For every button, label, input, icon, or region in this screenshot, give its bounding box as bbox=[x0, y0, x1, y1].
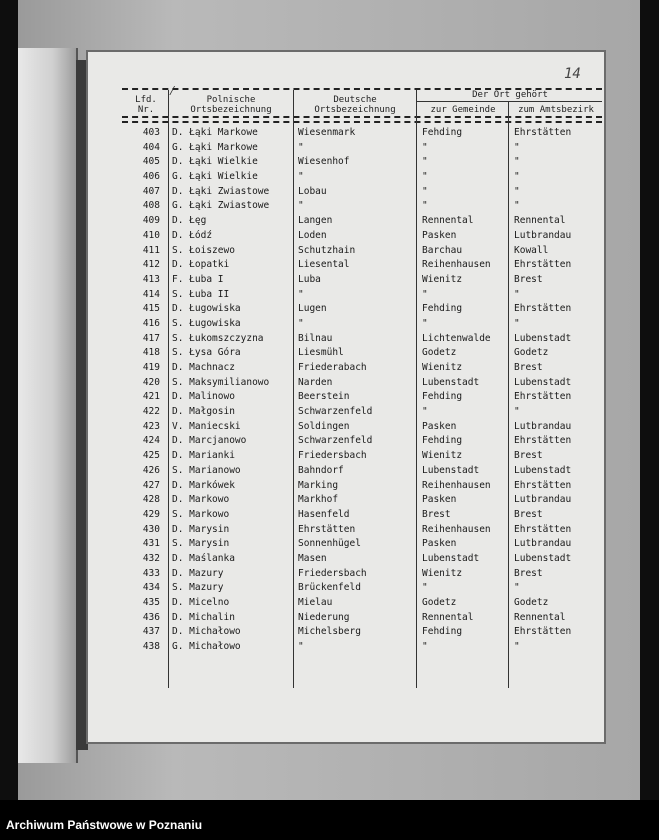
table-row bbox=[88, 347, 604, 362]
table-row bbox=[88, 612, 604, 627]
polish-name: D. Michalin bbox=[172, 611, 235, 623]
table-row bbox=[88, 524, 604, 539]
polish-name: D. Łąki Wielkie bbox=[172, 156, 258, 168]
gemeinde: Wienitz bbox=[422, 567, 463, 579]
german-name: Lugen bbox=[298, 303, 327, 315]
table-row bbox=[88, 435, 604, 450]
amtsbezirk: Ehrstätten bbox=[514, 435, 572, 447]
gemeinde: Fehding bbox=[422, 626, 463, 638]
table-row bbox=[88, 641, 604, 656]
row-number: 425 bbox=[142, 450, 160, 462]
amtsbezirk: Rennental bbox=[514, 215, 566, 227]
german-name: Friedersbach bbox=[298, 450, 367, 462]
table-row bbox=[88, 406, 604, 421]
row-number: 407 bbox=[142, 185, 160, 197]
gemeinde: Pasken bbox=[422, 229, 457, 241]
header-amtsbezirk: zum Amtsbezirk bbox=[518, 105, 594, 115]
row-number: 430 bbox=[142, 523, 160, 535]
polish-name: D. Łódź bbox=[172, 229, 213, 241]
table-row bbox=[88, 582, 604, 597]
polish-name: D. Malinowo bbox=[172, 391, 235, 403]
german-name: Loden bbox=[298, 229, 327, 241]
german-name: Narden bbox=[298, 376, 333, 388]
amtsbezirk: Ehrstätten bbox=[514, 523, 572, 535]
amtsbezirk: " bbox=[514, 288, 520, 300]
amtsbezirk: Brest bbox=[514, 450, 543, 462]
polish-name: D. Marcjanowo bbox=[172, 435, 247, 447]
document-page bbox=[88, 52, 604, 742]
amtsbezirk: " bbox=[514, 406, 520, 418]
polish-name: G. Łąki Markowe bbox=[172, 141, 258, 153]
polish-name: D. Markowo bbox=[172, 494, 230, 506]
row-number: 433 bbox=[142, 567, 160, 579]
polish-name: D. Machnacz bbox=[172, 362, 235, 373]
header-german: Deutsche Ortsbezeichnung bbox=[314, 95, 396, 115]
german-name: Friedersbach bbox=[298, 567, 367, 579]
polish-name: D. Markówek bbox=[172, 479, 235, 491]
german-name: Ehrstätten bbox=[298, 523, 356, 535]
table-row bbox=[88, 450, 604, 465]
table-row bbox=[88, 568, 604, 583]
row-number: 426 bbox=[142, 464, 160, 476]
table-row bbox=[88, 200, 604, 215]
german-name: Bilnau bbox=[298, 332, 333, 344]
binder-shadow bbox=[76, 60, 88, 750]
row-number: 424 bbox=[142, 435, 160, 447]
table-row bbox=[88, 215, 604, 230]
gemeinde: Wienitz bbox=[422, 450, 463, 462]
german-name: Niederung bbox=[298, 611, 350, 623]
polish-name: S. Łoiszewo bbox=[172, 244, 235, 256]
polish-name: S. Łukomszczyzna bbox=[172, 332, 264, 344]
german-name: Luba bbox=[298, 273, 321, 285]
page-number: 14 bbox=[564, 66, 581, 82]
row-number: 438 bbox=[142, 641, 160, 653]
amtsbezirk: Godetz bbox=[514, 597, 549, 608]
german-name: " bbox=[298, 141, 304, 153]
table-row bbox=[88, 538, 604, 553]
header-group: Der Ort gehört bbox=[472, 90, 548, 100]
table-row bbox=[88, 289, 604, 304]
table-row bbox=[88, 171, 604, 186]
polish-name: D. Łąki Markowe bbox=[172, 127, 258, 138]
row-number: 409 bbox=[142, 215, 160, 227]
polish-name: S. Marianowo bbox=[172, 464, 241, 476]
gemeinde: " bbox=[422, 406, 428, 418]
amtsbezirk: Ehrstätten bbox=[514, 479, 572, 491]
german-name: Bahndorf bbox=[298, 464, 344, 476]
row-number: 429 bbox=[142, 508, 160, 520]
polish-name: G. Michałowo bbox=[172, 641, 241, 653]
german-name: Soldingen bbox=[298, 420, 350, 432]
row-number: 422 bbox=[142, 406, 160, 418]
row-number: 419 bbox=[142, 362, 160, 373]
archive-caption: Archiwum Państwowe w Poznaniu bbox=[6, 818, 203, 832]
german-name: Schwarzenfeld bbox=[298, 435, 373, 447]
header-bottom-rule-2 bbox=[122, 121, 602, 123]
german-name: Schutzhain bbox=[298, 244, 356, 256]
table-body bbox=[88, 127, 604, 656]
row-number: 416 bbox=[142, 317, 160, 329]
german-name: Lobau bbox=[298, 185, 327, 197]
amtsbezirk: Brest bbox=[514, 567, 543, 579]
table-row bbox=[88, 259, 604, 274]
german-name: Hasenfeld bbox=[298, 508, 350, 520]
table-row bbox=[88, 421, 604, 436]
amtsbezirk: Lubenstadt bbox=[514, 552, 572, 564]
row-number: 427 bbox=[142, 479, 160, 491]
polish-name: D. Marianki bbox=[172, 450, 235, 462]
amtsbezirk: Lutbrandau bbox=[514, 420, 572, 432]
row-number: 413 bbox=[142, 273, 160, 285]
table-row bbox=[88, 362, 604, 377]
polish-name: D. Łopatki bbox=[172, 259, 230, 271]
table-row bbox=[88, 391, 604, 406]
gemeinde: Fehding bbox=[422, 127, 463, 138]
gemeinde: " bbox=[422, 200, 428, 212]
gemeinde: " bbox=[422, 288, 428, 300]
german-name: " bbox=[298, 288, 304, 300]
row-number: 410 bbox=[142, 229, 160, 241]
gemeinde: " bbox=[422, 141, 428, 153]
german-name: Mielau bbox=[298, 597, 333, 608]
amtsbezirk: " bbox=[514, 141, 520, 153]
amtsbezirk: " bbox=[514, 156, 520, 168]
amtsbezirk: Lutbrandau bbox=[514, 229, 572, 241]
row-number: 415 bbox=[142, 303, 160, 315]
polish-name: G. Łąki Wielkie bbox=[172, 171, 258, 183]
table-row bbox=[88, 597, 604, 612]
amtsbezirk: Lubenstadt bbox=[514, 464, 572, 476]
table-row bbox=[88, 186, 604, 201]
german-name: Wiesenhof bbox=[298, 156, 350, 168]
row-number: 411 bbox=[142, 244, 160, 256]
row-number: 428 bbox=[142, 494, 160, 506]
table-row bbox=[88, 333, 604, 348]
gemeinde: Pasken bbox=[422, 420, 457, 432]
row-number: 408 bbox=[142, 200, 160, 212]
table-row bbox=[88, 377, 604, 392]
row-number: 418 bbox=[142, 347, 160, 359]
row-number: 417 bbox=[142, 332, 160, 344]
row-number: 431 bbox=[142, 538, 160, 550]
german-name: Michelsberg bbox=[298, 626, 361, 638]
row-number: 406 bbox=[142, 171, 160, 183]
gemeinde: Reihenhausen bbox=[422, 259, 491, 271]
group-rule bbox=[416, 101, 602, 102]
german-name: Schwarzenfeld bbox=[298, 406, 373, 418]
german-name: Sonnenhügel bbox=[298, 538, 361, 550]
amtsbezirk: Kowall bbox=[514, 244, 549, 256]
amtsbezirk: Brest bbox=[514, 508, 543, 520]
polish-name: D. Małgosin bbox=[172, 406, 235, 418]
gemeinde: Rennental bbox=[422, 215, 474, 227]
polish-name: S. Łysa Góra bbox=[172, 347, 241, 359]
gemeinde: Fehding bbox=[422, 391, 463, 403]
table-row bbox=[88, 127, 604, 142]
german-name: Liesmühl bbox=[298, 347, 344, 359]
row-number: 423 bbox=[142, 420, 160, 432]
polish-name: S. Marysin bbox=[172, 538, 230, 550]
table-row bbox=[88, 318, 604, 333]
polish-name: D. Ługowiska bbox=[172, 303, 241, 315]
german-name: Langen bbox=[298, 215, 333, 227]
amtsbezirk: Ehrstätten bbox=[514, 303, 572, 315]
gemeinde: Fehding bbox=[422, 435, 463, 447]
gemeinde: Pasken bbox=[422, 538, 457, 550]
german-name: " bbox=[298, 200, 304, 212]
german-name: Friederabach bbox=[298, 362, 367, 373]
row-number: 434 bbox=[142, 582, 160, 594]
amtsbezirk: Lubenstadt bbox=[514, 332, 572, 344]
gemeinde: " bbox=[422, 185, 428, 197]
gemeinde: " bbox=[422, 582, 428, 594]
polish-name: S. Mazury bbox=[172, 582, 224, 594]
row-number: 414 bbox=[142, 288, 160, 300]
table-row bbox=[88, 553, 604, 568]
left-paper-edge bbox=[18, 48, 78, 763]
table-row bbox=[88, 494, 604, 509]
gemeinde: Wienitz bbox=[422, 362, 463, 373]
table-row bbox=[88, 156, 604, 171]
amtsbezirk: Ehrstätten bbox=[514, 127, 572, 138]
polish-name: S. Ługowiska bbox=[172, 317, 241, 329]
amtsbezirk: Rennental bbox=[514, 611, 566, 623]
gemeinde: Lichtenwalde bbox=[422, 332, 491, 344]
german-name: Marking bbox=[298, 479, 339, 491]
amtsbezirk: Lutbrandau bbox=[514, 538, 572, 550]
gemeinde: " bbox=[422, 641, 428, 653]
gemeinde: Reihenhausen bbox=[422, 523, 491, 535]
polish-name: D. Micelno bbox=[172, 597, 230, 608]
german-name: " bbox=[298, 641, 304, 653]
gemeinde: Wienitz bbox=[422, 273, 463, 285]
header-gemeinde: zur Gemeinde bbox=[430, 105, 496, 115]
gemeinde: Fehding bbox=[422, 303, 463, 315]
german-name: Liesental bbox=[298, 259, 350, 271]
polish-name: F. Łuba I bbox=[172, 273, 224, 285]
amtsbezirk: Brest bbox=[514, 273, 543, 285]
table-row bbox=[88, 465, 604, 480]
amtsbezirk: " bbox=[514, 582, 520, 594]
table-row bbox=[88, 509, 604, 524]
amtsbezirk: " bbox=[514, 641, 520, 653]
gemeinde: Barchau bbox=[422, 244, 463, 256]
amtsbezirk: " bbox=[514, 317, 520, 329]
german-name: Masen bbox=[298, 552, 327, 564]
amtsbezirk: " bbox=[514, 185, 520, 197]
polish-name: D. Łęg bbox=[172, 215, 207, 227]
polish-name: D. Michałowo bbox=[172, 626, 241, 638]
gemeinde: Godetz bbox=[422, 347, 457, 359]
german-name: " bbox=[298, 317, 304, 329]
gemeinde: Brest bbox=[422, 508, 451, 520]
gemeinde: Lubenstadt bbox=[422, 464, 480, 476]
row-number: 436 bbox=[142, 611, 160, 623]
polish-name: S. Maksymilianowo bbox=[172, 376, 270, 388]
gemeinde: Godetz bbox=[422, 597, 457, 608]
gemeinde: Lubenstadt bbox=[422, 376, 480, 388]
gemeinde: Pasken bbox=[422, 494, 457, 506]
amtsbezirk: Brest bbox=[514, 362, 543, 373]
german-name: Beerstein bbox=[298, 391, 350, 403]
row-number: 420 bbox=[142, 376, 160, 388]
row-number: 421 bbox=[142, 391, 160, 403]
german-name: " bbox=[298, 171, 304, 183]
amtsbezirk: Ehrstätten bbox=[514, 259, 572, 271]
gemeinde: Lubenstadt bbox=[422, 552, 480, 564]
polish-name: S. Łuba II bbox=[172, 288, 230, 300]
row-number: 432 bbox=[142, 552, 160, 564]
gemeinde: " bbox=[422, 171, 428, 183]
handwritten-mark: ⁄ bbox=[168, 83, 177, 99]
header-polish: Polnische Ortsbezeichnung bbox=[190, 95, 272, 115]
table-row bbox=[88, 274, 604, 289]
table-row bbox=[88, 626, 604, 641]
row-number: 404 bbox=[142, 141, 160, 153]
polish-name: D. Marysin bbox=[172, 523, 230, 535]
german-name: Wiesenmark bbox=[298, 127, 356, 138]
table-row bbox=[88, 230, 604, 245]
gemeinde: " bbox=[422, 317, 428, 329]
row-number: 403 bbox=[142, 127, 160, 138]
gemeinde: " bbox=[422, 156, 428, 168]
row-number: 412 bbox=[142, 259, 160, 271]
table-row bbox=[88, 142, 604, 157]
polish-name: D. Mazury bbox=[172, 567, 224, 579]
amtsbezirk: Godetz bbox=[514, 347, 549, 359]
polish-name: G. Łąki Zwiastowe bbox=[172, 200, 270, 212]
header-bottom-rule bbox=[122, 116, 602, 118]
amtsbezirk: Lubenstadt bbox=[514, 376, 572, 388]
gemeinde: Rennental bbox=[422, 611, 474, 623]
polish-name: S. Markowo bbox=[172, 508, 230, 520]
german-name: Markhof bbox=[298, 494, 339, 506]
table-row bbox=[88, 303, 604, 318]
amtsbezirk: " bbox=[514, 171, 520, 183]
amtsbezirk: Ehrstätten bbox=[514, 626, 572, 638]
amtsbezirk: " bbox=[514, 200, 520, 212]
polish-name: V. Maniecski bbox=[172, 420, 241, 432]
amtsbezirk: Lutbrandau bbox=[514, 494, 572, 506]
table-row bbox=[88, 245, 604, 260]
gemeinde: Reihenhausen bbox=[422, 479, 491, 491]
header-nr: Lfd. Nr. bbox=[135, 95, 157, 115]
german-name: Brückenfeld bbox=[298, 582, 361, 594]
row-number: 435 bbox=[142, 597, 160, 608]
table-row bbox=[88, 480, 604, 495]
polish-name: D. Łąki Zwiastowe bbox=[172, 185, 270, 197]
row-number: 437 bbox=[142, 626, 160, 638]
amtsbezirk: Ehrstätten bbox=[514, 391, 572, 403]
row-number: 405 bbox=[142, 156, 160, 168]
polish-name: D. Maślanka bbox=[172, 552, 235, 564]
